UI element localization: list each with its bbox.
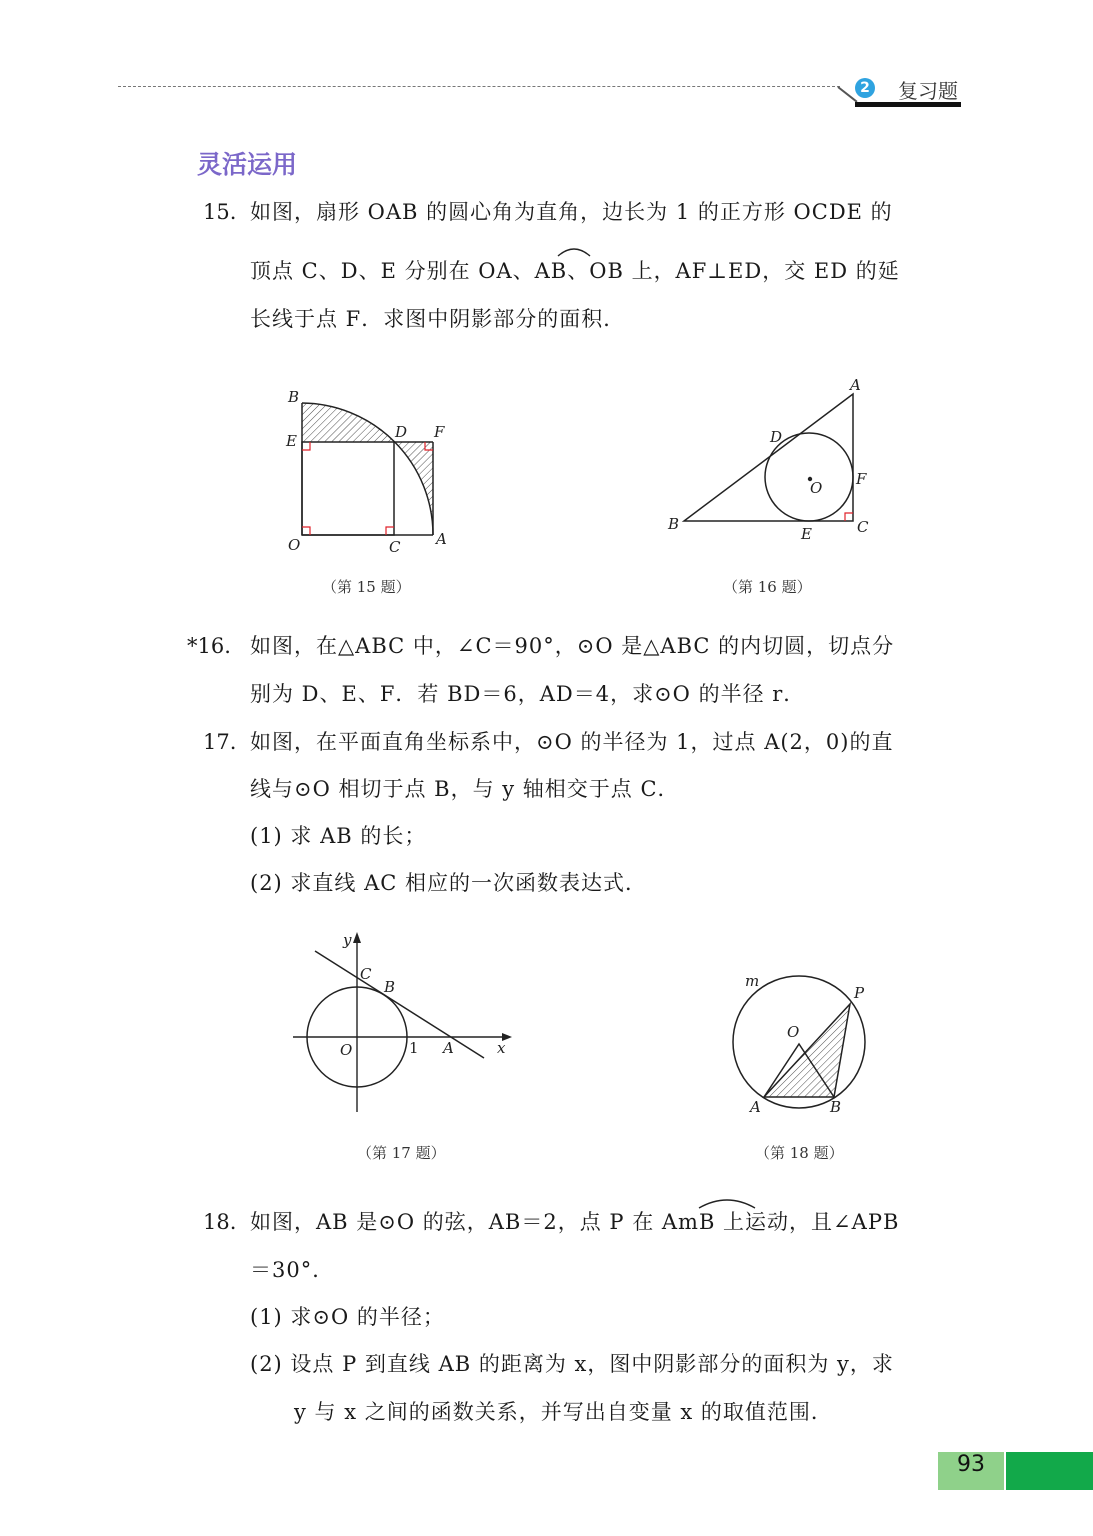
- problem-17-line-2: 线与⊙O 相切于点 B，与 y 轴相交于点 C．: [250, 777, 680, 801]
- fig16-label-C: C: [857, 518, 869, 536]
- fig18-label-P: P: [854, 984, 865, 1002]
- fig15-shaded-right: [394, 442, 433, 535]
- figure-15: [280, 380, 450, 560]
- problem-18-sub-2b: y 与 x 之间的函数关系，并写出自变量 x 的取值范围．: [294, 1400, 833, 1424]
- fig17-label-O: O: [340, 1041, 353, 1059]
- fig16-label-F: F: [856, 470, 867, 488]
- problem-18-sub-1: (1) 求⊙O 的半径；: [250, 1305, 445, 1329]
- fig15-label-F: F: [434, 423, 445, 441]
- arc-mark-AB: [556, 244, 592, 258]
- fig16-label-A: A: [850, 376, 861, 394]
- figure-17-caption: （第 17 题）: [357, 1144, 446, 1162]
- fig17-label-y: y: [343, 931, 352, 949]
- fig18-label-A: A: [750, 1098, 761, 1116]
- problem-16-line-1: 如图，在△ABC 中，∠C＝90°，⊙O 是△ABC 的内切圆，切点分: [250, 634, 895, 658]
- problem-15-number: 15.: [203, 200, 237, 224]
- problem-15-line-3: 长线于点 F．求图中阴影部分的面积．: [250, 307, 626, 331]
- problem-18-line-1: 如图，AB 是⊙O 的弦，AB＝2，点 P 在 AmB 上运动，且∠APB: [250, 1210, 900, 1234]
- figure-18-caption: （第 18 题）: [755, 1144, 844, 1162]
- fig18-label-O: O: [787, 1023, 800, 1041]
- problem-18-sub-2a: (2) 设点 P 到直线 AB 的距离为 x，图中阴影部分的面积为 y，求: [250, 1352, 894, 1376]
- fig16-label-O: O: [810, 479, 823, 497]
- fig17-label-1: 1: [409, 1039, 419, 1057]
- fig15-shaded-top: [302, 403, 394, 442]
- fig16-label-E: E: [801, 525, 812, 543]
- fig16-label-D: D: [770, 428, 783, 446]
- arc-mark-AmB: [697, 1196, 757, 1210]
- fig17-label-C: C: [360, 965, 372, 983]
- fig18-label-m: m: [745, 972, 760, 990]
- page-footer-bar: [1006, 1452, 1093, 1490]
- fig18-label-B: B: [830, 1098, 842, 1116]
- header-dashed-rule: [118, 86, 840, 87]
- fig16-triangle: [684, 394, 853, 521]
- chapter-title: 复习题: [898, 79, 958, 103]
- figure-16-caption: （第 16 题）: [723, 578, 812, 596]
- section-title: 灵活运用: [197, 150, 298, 179]
- fig16-label-B: B: [668, 515, 680, 533]
- problem-18-number: 18.: [203, 1210, 237, 1234]
- figure-15-caption: （第 15 题）: [322, 578, 411, 596]
- chapter-number-badge: 2: [855, 78, 875, 98]
- fig17-label-B: B: [384, 978, 396, 996]
- page-number: 93: [957, 1452, 985, 1477]
- fig16-incircle: [765, 433, 853, 521]
- problem-16-number: *16.: [187, 634, 231, 658]
- fig15-label-B: B: [288, 388, 300, 406]
- fig15-label-E: E: [286, 432, 297, 450]
- problem-18-line-2: ＝30°．: [250, 1258, 335, 1282]
- figure-16: [660, 372, 880, 552]
- problem-15-line-1: 如图，扇形 OAB 的圆心角为直角，边长为 1 的正方形 OCDE 的: [250, 200, 893, 224]
- figure-17: [288, 926, 518, 1116]
- fig15-label-C: C: [389, 538, 401, 556]
- fig17-label-x: x: [497, 1039, 506, 1057]
- problem-15-line-2: 顶点 C、D、E 分别在 OA、AB、OB 上，AF⊥ED，交 ED 的延: [250, 259, 900, 283]
- fig15-label-O: O: [288, 536, 301, 554]
- fig18-shaded-triangle: [764, 1004, 850, 1097]
- problem-17-sub-2: (2) 求直线 AC 相应的一次函数表达式．: [250, 871, 648, 895]
- fig15-label-D: D: [395, 423, 408, 441]
- fig17-label-A: A: [443, 1039, 454, 1057]
- fig15-label-A: A: [436, 530, 447, 548]
- problem-17-sub-1: (1) 求 AB 的长；: [250, 824, 427, 848]
- figure-18: [730, 966, 880, 1126]
- fig15-square: [302, 442, 394, 535]
- problem-16-line-2: 别为 D、E、F．若 BD＝6，AD＝4，求⊙O 的半径 r．: [250, 682, 806, 706]
- problem-17-line-1: 如图，在平面直角坐标系中，⊙O 的半径为 1，过点 A(2，0)的直: [250, 730, 894, 754]
- problem-17-number: 17.: [203, 730, 237, 754]
